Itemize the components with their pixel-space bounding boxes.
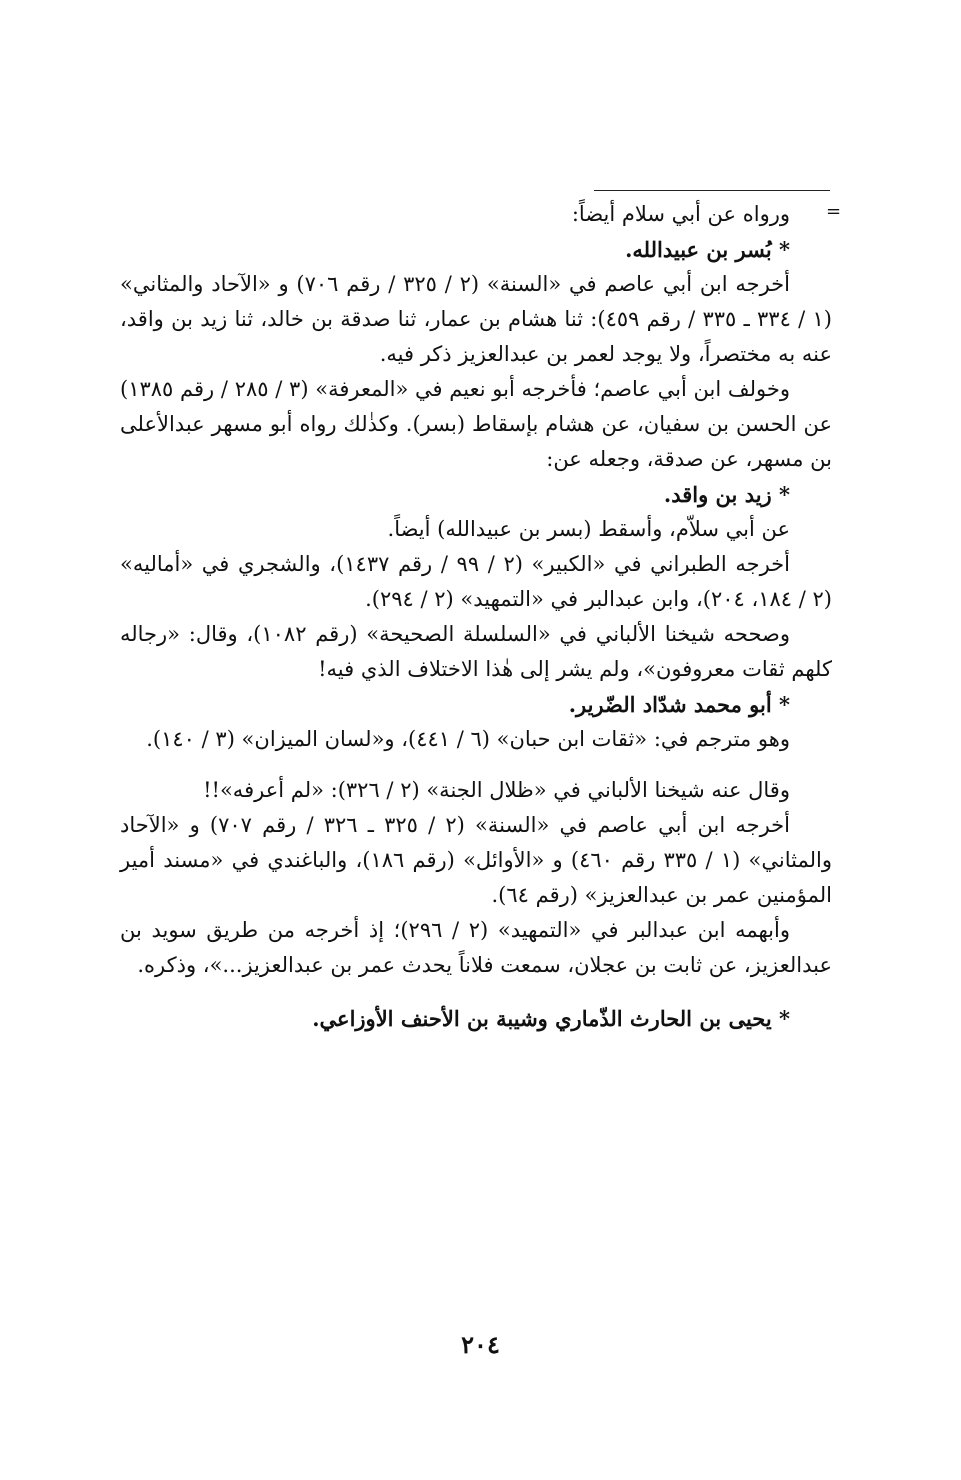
paragraph: أخرجه ابن أبي عاصم في «السنة» (٢ / ٣٢٥ / رقم ٧٠٦) و «الآحاد والمثاني» (١ / ٣٣٤ ـ ٣٣٥ / رقم ٤٥٩): ثنا هشام بن عمار، ثنا صدقة بن خالد، ثنا زيد بن واقد، عنه به مختصراً، ولا يوجد لعمر بن عبدالعزيز ذكر فيه. bbox=[120, 272, 832, 366]
paragraph: وهو مترجم في: «ثقات ابن حبان» (٦ / ٤٤١)، و«لسان الميزان» (٣ / ١٤٠). bbox=[146, 727, 790, 751]
narrator-heading: * أبو محمد شدّاد الضّرير. bbox=[568, 692, 790, 717]
paragraph: وخولف ابن أبي عاصم؛ فأخرجه أبو نعيم في «المعرفة» (٣ / ٢٨٥ / رقم ١٣٨٥) عن الحسن بن سفيان، عن هشام بإسقاط (بسر). وكذٰلك رواه أبو مسهر عبدالأعلى بن مسهر، عن صدقة، وجعله عن: bbox=[120, 377, 832, 471]
footnote-separator-rule bbox=[594, 190, 830, 191]
paragraph: ورواه عن أبي سلام أيضاً: bbox=[571, 202, 790, 226]
paragraph: وأبهمه ابن عبدالبر في «التمهيد» (٢ / ٢٩٦)؛ إذ أخرجه من طريق سويد بن عبدالعزيز، عن ثابت بن عجلان، سمعت فلاناً يحدث عمر بن عبدالعزيز...»، وذكره. bbox=[120, 918, 832, 977]
narrator-heading: * زيد بن واقد. bbox=[663, 482, 790, 507]
paragraph: أخرجه ابن أبي عاصم في «السنة» (٢ / ٣٢٥ ـ ٣٢٦ / رقم ٧٠٧) و «الآحاد والمثاني» (١ / ٣٣٥ رقم ٤٦٠) و «الأوائل» (رقم ١٨٦)، والباغندي في «مسند أمير المؤمنين عمر بن عبدالعزيز» (رقم ٦٤). bbox=[120, 813, 832, 907]
paragraph: أخرجه الطبراني في «الكبير» (٢ / ٩٩ / رقم ١٤٣٧)، والشجري في «أماليه» (٢ / ١٨٤، ٢٠٤)، وابن عبدالبر في «التمهيد» (٢ / ٢٩٤). bbox=[120, 552, 832, 611]
narrator-heading: * يحيى بن الحارث الذّماري وشيبة بن الأحنف الأوزاعي. bbox=[312, 1006, 790, 1031]
paragraph: عن أبي سلاّم، وأسقط (بسر بن عبيدالله) أيضاً. bbox=[387, 517, 790, 541]
paragraph: وقال عنه شيخنا الألباني في «ظلال الجنة» (٢ / ٣٢٦): «لم أعرفه»!! bbox=[203, 778, 790, 802]
page-number: ٢٠٤ bbox=[461, 1330, 500, 1359]
footnote-text bbox=[120, 197, 832, 1036]
narrator-heading: * بُسر بن عبيدالله. bbox=[625, 237, 790, 262]
continuation-mark: = bbox=[826, 201, 842, 222]
paragraph: وصححه شيخنا الألباني في «السلسلة الصحيحة» (رقم ١٠٨٢)، وقال: «رجاله كلهم ثقات معروفون»، ولم يشر إلى هٰذا الاختلاف الذي فيه! bbox=[120, 622, 832, 681]
